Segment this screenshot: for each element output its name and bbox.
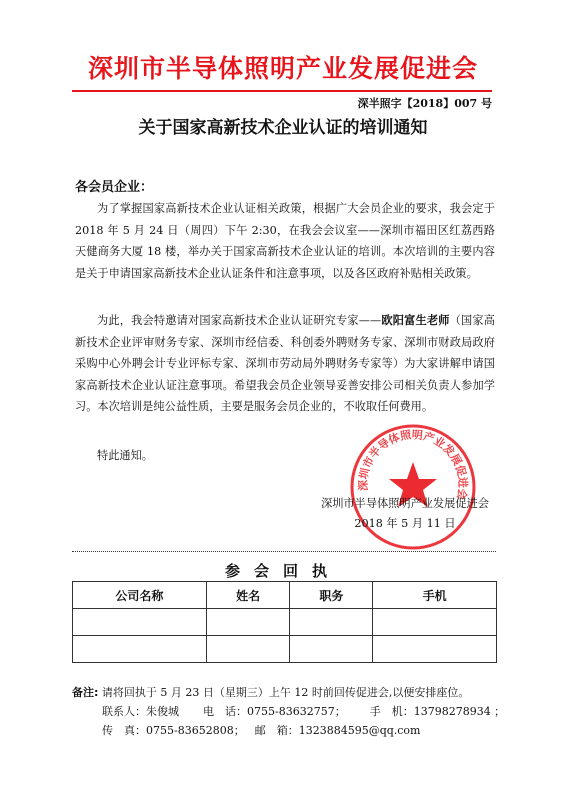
- footer-fax-email: [72, 721, 512, 740]
- email-value[interactable]: 1323884595@qq.com: [298, 724, 421, 737]
- fax-value: 0755-83652808；: [146, 724, 245, 737]
- column-header-position: 职务: [290, 582, 373, 609]
- document-title: 关于国家高新技术企业认证的培训通知: [138, 118, 428, 138]
- seal-text: 深圳市半导体照明产业发展促进会: [356, 428, 470, 501]
- tel-value: 0755-83632757；: [247, 705, 346, 718]
- table-header-row: [73, 582, 497, 609]
- paragraph-3: 特此通知。: [97, 449, 153, 462]
- contact-name: 朱俊城: [146, 705, 179, 718]
- salutation: 各会员企业：: [75, 180, 154, 195]
- expert-name: 欧阳富生老师: [381, 314, 450, 327]
- paragraph-2: [75, 310, 495, 418]
- table-cell[interactable]: [73, 636, 207, 663]
- column-header-mobile: 手机: [373, 582, 497, 609]
- table-cell[interactable]: [290, 636, 373, 663]
- tel-label: 电 话：: [203, 705, 247, 718]
- table-cell[interactable]: [73, 609, 207, 636]
- fax-label: 传 真：: [102, 724, 146, 737]
- table-cell[interactable]: [373, 609, 497, 636]
- column-header-company: 公司名称: [73, 582, 207, 609]
- paragraph-1: 为了掌握国家高新技术企业认证相关政策，根据广大会员企业的要求，我会定于 2018 年 5 月 24 日（周四）下午 2:30，在我会会议室——深圳市福田区红荔西路天健商务大厦 18 楼，举办关于国家高新技术企业认证的培训。本次培训的主要内容是关于申请国家高新技术企业认证条件和注意事项，以及各区政府补贴相关政策。: [75, 202, 495, 280]
- note-label: 备注:: [72, 686, 99, 699]
- contact-label: 联系人：: [102, 705, 146, 718]
- paragraph-2-intro: 为此，我会特邀请对国家高新技术企业认证研究专家——: [97, 314, 382, 327]
- signature-organization: 深圳市半导体照明产业发展促进会: [321, 497, 489, 510]
- column-header-name: 姓名: [206, 582, 290, 609]
- table-row: [73, 636, 497, 663]
- mobile-label: 手 机：: [369, 705, 414, 718]
- reply-form-table: [72, 581, 497, 663]
- table-cell[interactable]: [206, 636, 290, 663]
- paragraph-2-rest: （国家高新技术企业评审财务专家、深圳市经信委、科创委外聘财务专家、深圳市财政局政府采购中心外聘会计专业评标专家、深圳市劳动局外聘财务专家等）为大家讲解申请国家高新技术企业认证注意事项。希望我会员企业领导妥善安排公司相关负责人参加学习。本次培训是纯公益性质，主要是服务会员企业的，不收取任何费用。: [75, 314, 495, 414]
- table-row: [73, 609, 497, 636]
- table-cell[interactable]: [290, 609, 373, 636]
- footer-contact: [72, 702, 512, 721]
- email-label: 邮 箱：: [254, 724, 299, 737]
- mobile-value: 13798278934 ；: [413, 705, 506, 718]
- table-cell[interactable]: [206, 609, 290, 636]
- document-number: 深半照字【2018】007 号: [357, 97, 492, 110]
- signature-date: 2018 年 5 月 11 日: [354, 517, 456, 530]
- cut-line-divider: [72, 551, 496, 552]
- org-header-title: 深圳市半导体照明产业发展促进会: [87, 54, 478, 83]
- note-text: 请将回执于 5 月 23 日（星期三）上午 12 时前回传促进会,以便安排座位。: [101, 686, 470, 699]
- table-cell[interactable]: [373, 636, 497, 663]
- footer-note: [72, 683, 512, 702]
- reply-form-title: 参会回执: [224, 562, 341, 580]
- header-divider: [72, 90, 492, 92]
